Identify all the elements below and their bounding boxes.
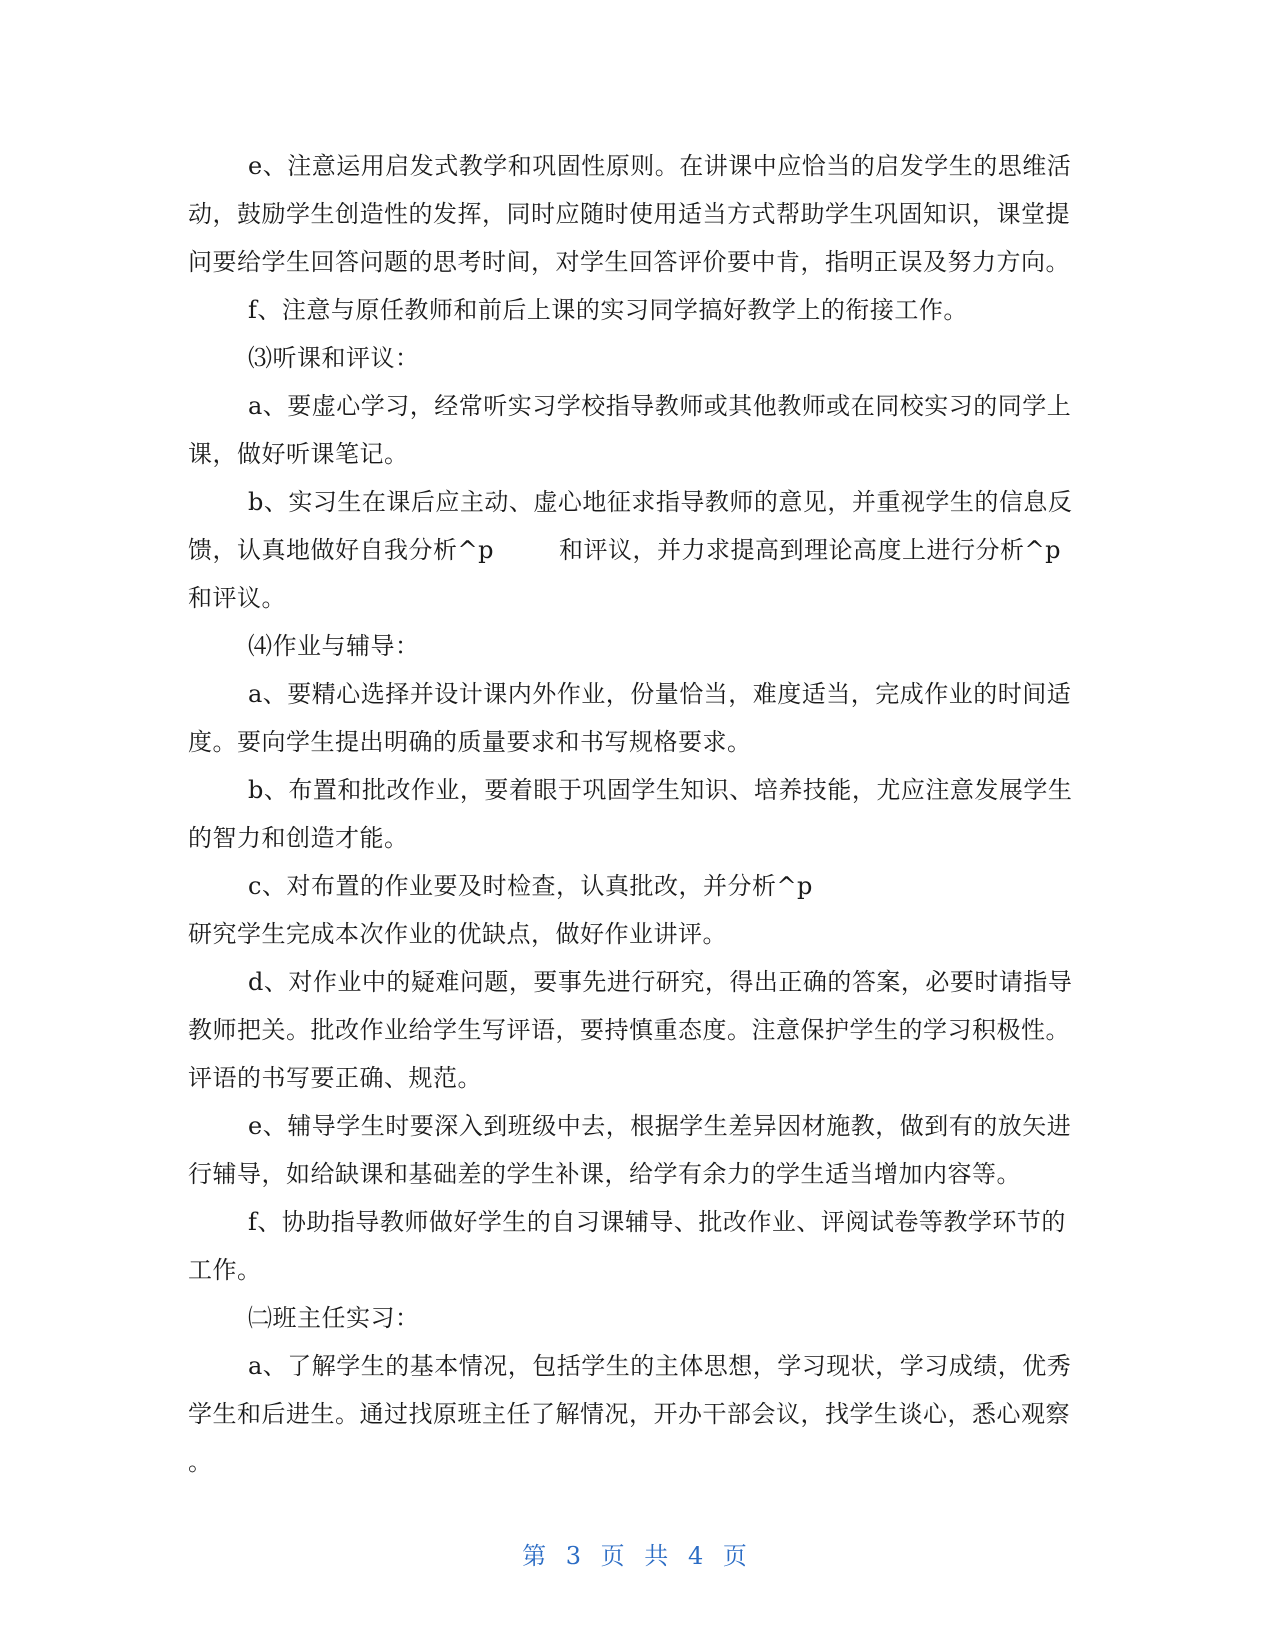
paragraph: [188, 1102, 1088, 1198]
text-line: 的智力和创造才能。: [188, 824, 409, 852]
text-line: 学生和后进生。通过找原班主任了解情况，开办干部会议，找学生谈心，悉心观察: [188, 1400, 1070, 1428]
text-line: e、注意运用启发式教学和巩固性原则。在讲课中应恰当的启发学生的思维活: [248, 152, 1072, 180]
paragraph: [188, 622, 1088, 670]
document-body: [188, 142, 1088, 1486]
paragraph: [188, 1342, 1088, 1486]
paragraph: [188, 142, 1088, 286]
text-line: 度。要向学生提出明确的质量要求和书写规格要求。: [188, 728, 752, 756]
text-line: f、协助指导教师做好学生的自习课辅导、批改作业、评阅试卷等教学环节的: [248, 1208, 1066, 1236]
text-line: ㈡班主任实习：: [248, 1304, 420, 1332]
text-line: a、了解学生的基本情况，包括学生的主体思想，学习现状，学习成绩，优秀: [248, 1352, 1072, 1380]
text-line: 教师把关。批改作业给学生写评语，要持慎重态度。注意保护学生的学习积极性。: [188, 1016, 1070, 1044]
paragraph: [188, 958, 1088, 1102]
text-line: 课，做好听课笔记。: [188, 440, 409, 468]
paragraph: [188, 334, 1088, 382]
text-line: ⑶听课和评议：: [248, 344, 420, 372]
paragraph: [188, 1198, 1088, 1294]
text-line: 。: [188, 1448, 213, 1476]
text-line: 行辅导，如给缺课和基础差的学生补课，给学有余力的学生适当增加内容等。: [188, 1160, 1021, 1188]
paragraph: [188, 286, 1088, 334]
paragraph: [188, 382, 1088, 478]
text-line: d、对作业中的疑难问题，要事先进行研究，得出正确的答案，必要时请指导: [248, 968, 1073, 996]
text-line: 工作。: [188, 1256, 262, 1284]
paragraph: [188, 862, 1088, 958]
paragraph: [188, 1294, 1088, 1342]
page-footer: 第 3 页 共 4 页: [522, 1542, 753, 1570]
text-line: c、对布置的作业要及时检查，认真批改，并分析^p: [248, 872, 813, 900]
text-line: f、注意与原任教师和前后上课的实习同学搞好教学上的衔接工作。: [248, 296, 968, 324]
text-line: 问要给学生回答问题的思考时间，对学生回答评价要中肯，指明正误及努力方向。: [188, 248, 1070, 276]
text-line: b、实习生在课后应主动、虚心地征求指导教师的意见，并重视学生的信息反: [248, 488, 1073, 516]
paragraph: [188, 670, 1088, 766]
text-line: 馈，认真地做好自我分析^p 和评议，并力求提高到理论高度上进行分析^p: [188, 536, 1061, 564]
text-line: 动，鼓励学生创造性的发挥，同时应随时使用适当方式帮助学生巩固知识，课堂提: [188, 200, 1070, 228]
paragraph: [188, 766, 1088, 862]
text-line: 研究学生完成本次作业的优缺点，做好作业讲评。: [188, 920, 727, 948]
text-line: ⑷作业与辅导：: [248, 632, 420, 660]
text-line: 评语的书写要正确、规范。: [188, 1064, 482, 1092]
text-line: 和评议。: [188, 584, 286, 612]
text-line: a、要虚心学习，经常听实习学校指导教师或其他教师或在同校实习的同学上: [248, 392, 1072, 420]
text-line: e、辅导学生时要深入到班级中去，根据学生差异因材施教，做到有的放矢进: [248, 1112, 1072, 1140]
text-line: b、布置和批改作业，要着眼于巩固学生知识、培养技能，尤应注意发展学生: [248, 776, 1073, 804]
text-line: a、要精心选择并设计课内外作业，份量恰当，难度适当，完成作业的时间适: [248, 680, 1072, 708]
paragraph: [188, 478, 1088, 622]
